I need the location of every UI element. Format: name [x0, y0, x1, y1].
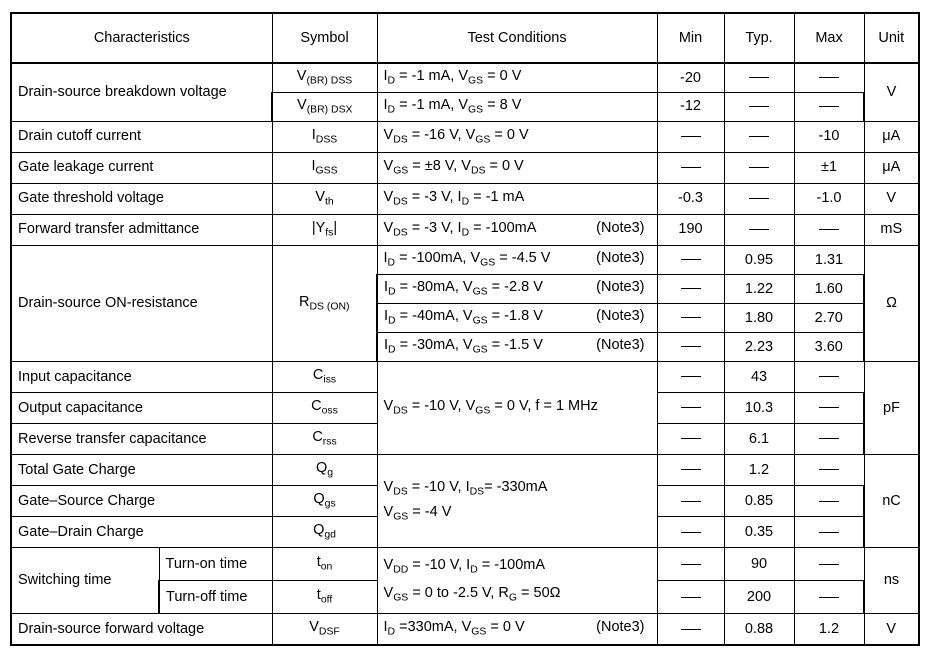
max-empty [794, 424, 864, 455]
unit-value: nC [864, 455, 919, 548]
symbol-subscript: oss [321, 405, 338, 417]
unit-value: V [864, 183, 919, 214]
param-turn-off-time: Turn-off time [159, 581, 272, 614]
header-row [11, 13, 919, 63]
header-min: Min [657, 13, 724, 63]
unit-value: μA [864, 152, 919, 183]
symbol-cell: $C_{oss}$ [272, 393, 377, 424]
typ-empty [724, 214, 794, 245]
param-input-capacitance: Input capacitance [11, 361, 272, 392]
note-ref: (Note3) [596, 337, 645, 354]
dash-mark [819, 77, 839, 78]
dash-mark [749, 77, 769, 78]
condition-subscript: GS [468, 75, 484, 87]
condition-subscript: D [387, 104, 396, 116]
typ-empty [724, 63, 794, 92]
condition-cell: $V_{GS} = \pm 8$ V, $V_{DS} = 0$ V [377, 152, 657, 183]
header-test-conditions: Test Conditions [377, 13, 657, 63]
condition-subscript: GS [472, 315, 488, 327]
condition-subscript: D [387, 257, 396, 269]
max-value: -10 [794, 121, 864, 152]
condition-cell [377, 274, 657, 303]
condition-text: $I_D = -40mA$, $V_{GS} = -1.8$ V [384, 308, 543, 327]
dash-mark [681, 346, 701, 347]
min-empty [657, 393, 724, 424]
typ-empty [724, 92, 794, 121]
symbol-cell: $V_{(BR) DSS}$ [272, 63, 377, 92]
symbol-subscript: on [320, 562, 333, 574]
typ-value: 2.23 [724, 332, 794, 361]
typ-value: 0.88 [724, 614, 794, 645]
note-ref: (Note3) [596, 219, 645, 236]
symbol-subscript: gs [324, 498, 336, 510]
condition-cell: $I_D = -1$ mA, $V_{GS} = 0$ V [377, 63, 657, 92]
condition-subscript: D [388, 286, 396, 298]
condition-text: $V_{DS} = -3$ V, $I_D = -100mA$ [383, 219, 537, 239]
table-row [11, 455, 919, 486]
unit-value: μA [864, 121, 919, 152]
dash-mark [681, 259, 701, 260]
dash-mark [681, 597, 701, 598]
dash-mark [819, 532, 839, 533]
min-empty [657, 121, 724, 152]
condition-subscript: GS [393, 592, 409, 604]
symbol-subscript: GSS [315, 165, 338, 177]
min-value: -12 [657, 92, 724, 121]
symbol-cell: $|Y_{fs}|$ [272, 214, 377, 245]
condition-subscript: DS [393, 196, 408, 208]
header-unit: Unit [864, 13, 919, 63]
table-row [11, 63, 919, 92]
header-typ: Typ. [724, 13, 794, 63]
condition-subscript: G [508, 592, 518, 604]
condition-subscript: GS [475, 405, 491, 417]
condition-line: $V_{GS} = -4$ V [383, 504, 452, 523]
dash-mark [819, 597, 839, 598]
condition-cell [377, 214, 657, 245]
header-symbol: Symbol [272, 13, 377, 63]
symbol-subscript: iss [323, 374, 337, 386]
min-value: -0.3 [657, 183, 724, 214]
note-ref: (Note3) [596, 279, 645, 296]
condition-subscript: DS [393, 227, 408, 239]
condition-subscript: DS [393, 134, 408, 146]
min-empty [657, 303, 724, 332]
condition-subscript: DS [393, 405, 408, 417]
param-gate-leakage: Gate leakage current [11, 152, 272, 183]
condition-line: $V_{DD} = -10$ V, $I_D = -100mA$ [383, 557, 546, 576]
condition-subscript: GS [472, 286, 488, 298]
symbol-cell: $Q_{gs}$ [272, 486, 377, 517]
min-empty [657, 332, 724, 361]
max-value: 1.60 [794, 274, 864, 303]
table-row [11, 183, 919, 214]
condition-subscript: D [470, 564, 478, 576]
min-value: -20 [657, 63, 724, 92]
min-empty [657, 361, 724, 392]
typ-value: 0.85 [724, 486, 794, 517]
symbol-cell: $t_{on}$ [272, 548, 377, 581]
dash-mark [681, 317, 701, 318]
symbol-subscript: (BR) DSX [306, 104, 353, 116]
dash-mark [681, 469, 701, 470]
dash-mark [681, 564, 701, 565]
symbol-subscript: off [320, 595, 333, 607]
condition-text: $I_D = -100mA$, $V_{GS} = -4.5$ V [383, 250, 551, 269]
typ-value: 10.3 [724, 393, 794, 424]
symbol-cell: $Q_g$ [272, 455, 377, 486]
typ-value: 0.95 [724, 245, 794, 274]
max-empty [794, 581, 864, 614]
condition-cell: $V_{DS} = -3$ V, $I_D = -1$ mA [377, 183, 657, 214]
table-row [11, 361, 919, 392]
dash-mark [749, 136, 769, 137]
unit-value: Ω [864, 245, 919, 361]
dash-mark [819, 564, 839, 565]
max-value: ±1 [794, 152, 864, 183]
electrical-characteristics-table [10, 12, 920, 646]
condition-subscript: GS [468, 104, 484, 116]
table-row [11, 152, 919, 183]
dash-mark [819, 229, 839, 230]
dash-mark [681, 167, 701, 168]
min-empty [657, 274, 724, 303]
symbol-subscript: fs [325, 227, 334, 239]
note-ref: (Note3) [596, 619, 645, 636]
symbol-cell: $R_{DS (ON)}$ [272, 245, 377, 361]
symbol-subscript: rss [322, 436, 337, 448]
dash-mark [681, 532, 701, 533]
typ-value: 1.22 [724, 274, 794, 303]
unit-value: pF [864, 361, 919, 454]
typ-value: 1.80 [724, 303, 794, 332]
unit-value: mS [864, 214, 919, 245]
table-row [11, 214, 919, 245]
condition-subscript: GS [393, 165, 409, 177]
dash-mark [819, 438, 839, 439]
dash-mark [681, 629, 701, 630]
condition-text: $I_D =330mA$, $V_{GS} = 0$ V [383, 619, 525, 638]
typ-value: 90 [724, 548, 794, 581]
dash-mark [681, 438, 701, 439]
condition-cell [377, 548, 657, 614]
min-empty [657, 548, 724, 581]
condition-subscript: GS [471, 626, 487, 638]
max-empty [794, 548, 864, 581]
param-forward-voltage: Drain-source forward voltage [11, 614, 272, 645]
condition-subscript: DS [469, 486, 485, 498]
condition-subscript: DS [393, 486, 408, 498]
symbol-cell: $I_{GSS}$ [272, 152, 377, 183]
symbol-cell: $C_{rss}$ [272, 424, 377, 455]
typ-value: 6.1 [724, 424, 794, 455]
condition-cell [377, 332, 657, 361]
condition-text: $I_D = -80mA$, $V_{GS} = -2.8$ V [384, 279, 543, 298]
table-row [11, 245, 919, 274]
dash-mark [749, 106, 769, 107]
max-empty [794, 393, 864, 424]
dash-mark [819, 501, 839, 502]
unit-value: V [864, 614, 919, 645]
max-value: -1.0 [794, 183, 864, 214]
dash-mark [681, 288, 701, 289]
symbol-cell: $t_{off}$ [272, 581, 377, 614]
max-empty [794, 214, 864, 245]
symbol-subscript: DSS [315, 134, 338, 146]
param-on-resistance: Drain-source ON-resistance [11, 245, 272, 361]
max-value: 1.31 [794, 245, 864, 274]
max-empty [794, 486, 864, 517]
symbol-subscript: th [324, 196, 334, 208]
condition-cell [377, 303, 657, 332]
condition-subscript: D [388, 315, 396, 327]
condition-cell [377, 245, 657, 274]
condition-cell: $V_{DS} = -16$ V, $V_{GS} = 0$ V [377, 121, 657, 152]
symbol-subscript: (BR) DSS [306, 75, 353, 87]
table-row [11, 121, 919, 152]
symbol-cell: $I_{DSS}$ [272, 121, 377, 152]
symbol-cell: $V_{(BR) DSX}$ [272, 92, 377, 121]
symbol-subscript: DSF [318, 626, 340, 638]
dash-mark [749, 167, 769, 168]
dash-mark [681, 136, 701, 137]
condition-subscript: D [461, 227, 470, 239]
param-turn-on-time: Turn-on time [159, 548, 272, 581]
typ-value: 43 [724, 361, 794, 392]
typ-empty [724, 152, 794, 183]
param-forward-admittance: Forward transfer admittance [11, 214, 272, 245]
unit-value: V [864, 63, 919, 121]
min-empty [657, 455, 724, 486]
param-output-capacitance: Output capacitance [11, 393, 272, 424]
condition-subscript: GS [475, 134, 491, 146]
max-empty [794, 63, 864, 92]
max-empty [794, 455, 864, 486]
symbol-subscript: DS (ON) [309, 301, 350, 313]
table-row [11, 548, 919, 581]
min-empty [657, 581, 724, 614]
min-empty [657, 245, 724, 274]
dash-mark [681, 407, 701, 408]
param-total-gate-charge: Total Gate Charge [11, 455, 272, 486]
condition-text: $I_D = -30mA$, $V_{GS} = -1.5$ V [384, 337, 543, 356]
condition-cell: $I_D = -1$ mA, $V_{GS} = 8$ V [377, 92, 657, 121]
condition-subscript: D [461, 196, 470, 208]
condition-subscript: DS [470, 165, 486, 177]
param-gate-threshold: Gate threshold voltage [11, 183, 272, 214]
max-value: 3.60 [794, 332, 864, 361]
typ-empty [724, 183, 794, 214]
dash-mark [819, 469, 839, 470]
min-empty [657, 424, 724, 455]
param-breakdown-voltage: Drain-source breakdown voltage [11, 63, 272, 121]
max-value: 1.2 [794, 614, 864, 645]
max-empty [794, 92, 864, 121]
condition-line: $V_{GS} = 0$ to -2.5 V, $R_G = 50\Omega$ [383, 584, 561, 604]
header-characteristics: Characteristics [11, 13, 272, 63]
dash-mark [681, 376, 701, 377]
note-ref: (Note3) [596, 308, 645, 325]
typ-value: 0.35 [724, 517, 794, 548]
dash-mark [749, 229, 769, 230]
condition-subscript: GS [393, 511, 409, 523]
symbol-subscript: gd [324, 530, 336, 542]
min-value: 190 [657, 214, 724, 245]
min-empty [657, 152, 724, 183]
dash-mark [819, 407, 839, 408]
condition-subscript: DD [393, 564, 409, 576]
symbol-cell: $V_{th}$ [272, 183, 377, 214]
max-empty [794, 517, 864, 548]
dash-mark [819, 376, 839, 377]
symbol-cell: $C_{iss}$ [272, 361, 377, 392]
condition-subscript: D [388, 344, 396, 356]
table-row [11, 614, 919, 645]
condition-subscript: GS [472, 344, 488, 356]
dash-mark [681, 501, 701, 502]
min-empty [657, 486, 724, 517]
condition-cell [377, 455, 657, 548]
typ-empty [724, 121, 794, 152]
param-drain-cutoff: Drain cutoff current [11, 121, 272, 152]
dash-mark [819, 106, 839, 107]
condition-cell: $V_{DS} = -10$ V, $V_{GS} = 0$ V, f = 1 MHz [377, 361, 657, 454]
condition-cell [377, 614, 657, 645]
typ-value: 1.2 [724, 455, 794, 486]
header-max: Max [794, 13, 864, 63]
max-value: 2.70 [794, 303, 864, 332]
symbol-cell: $Q_{gd}$ [272, 517, 377, 548]
min-empty [657, 517, 724, 548]
typ-value: 200 [724, 581, 794, 614]
param-reverse-transfer-capacitance: Reverse transfer capacitance [11, 424, 272, 455]
unit-value: ns [864, 548, 919, 614]
condition-subscript: GS [480, 257, 496, 269]
note-ref: (Note3) [596, 250, 645, 267]
symbol-cell: $V_{DSF}$ [272, 614, 377, 645]
min-empty [657, 614, 724, 645]
condition-line: $V_{DS} = -10$ V, $I_{DS}= -330mA$ [383, 478, 548, 498]
param-switching-time: Switching time [11, 548, 159, 614]
param-gate-drain-charge: Gate–Drain Charge [11, 517, 272, 548]
max-empty [794, 361, 864, 392]
symbol-subscript: g [327, 467, 334, 479]
condition-subscript: D [387, 75, 396, 87]
param-gate-source-charge: Gate–Source Charge [11, 486, 272, 517]
condition-subscript: D [387, 626, 396, 638]
dash-mark [749, 198, 769, 199]
